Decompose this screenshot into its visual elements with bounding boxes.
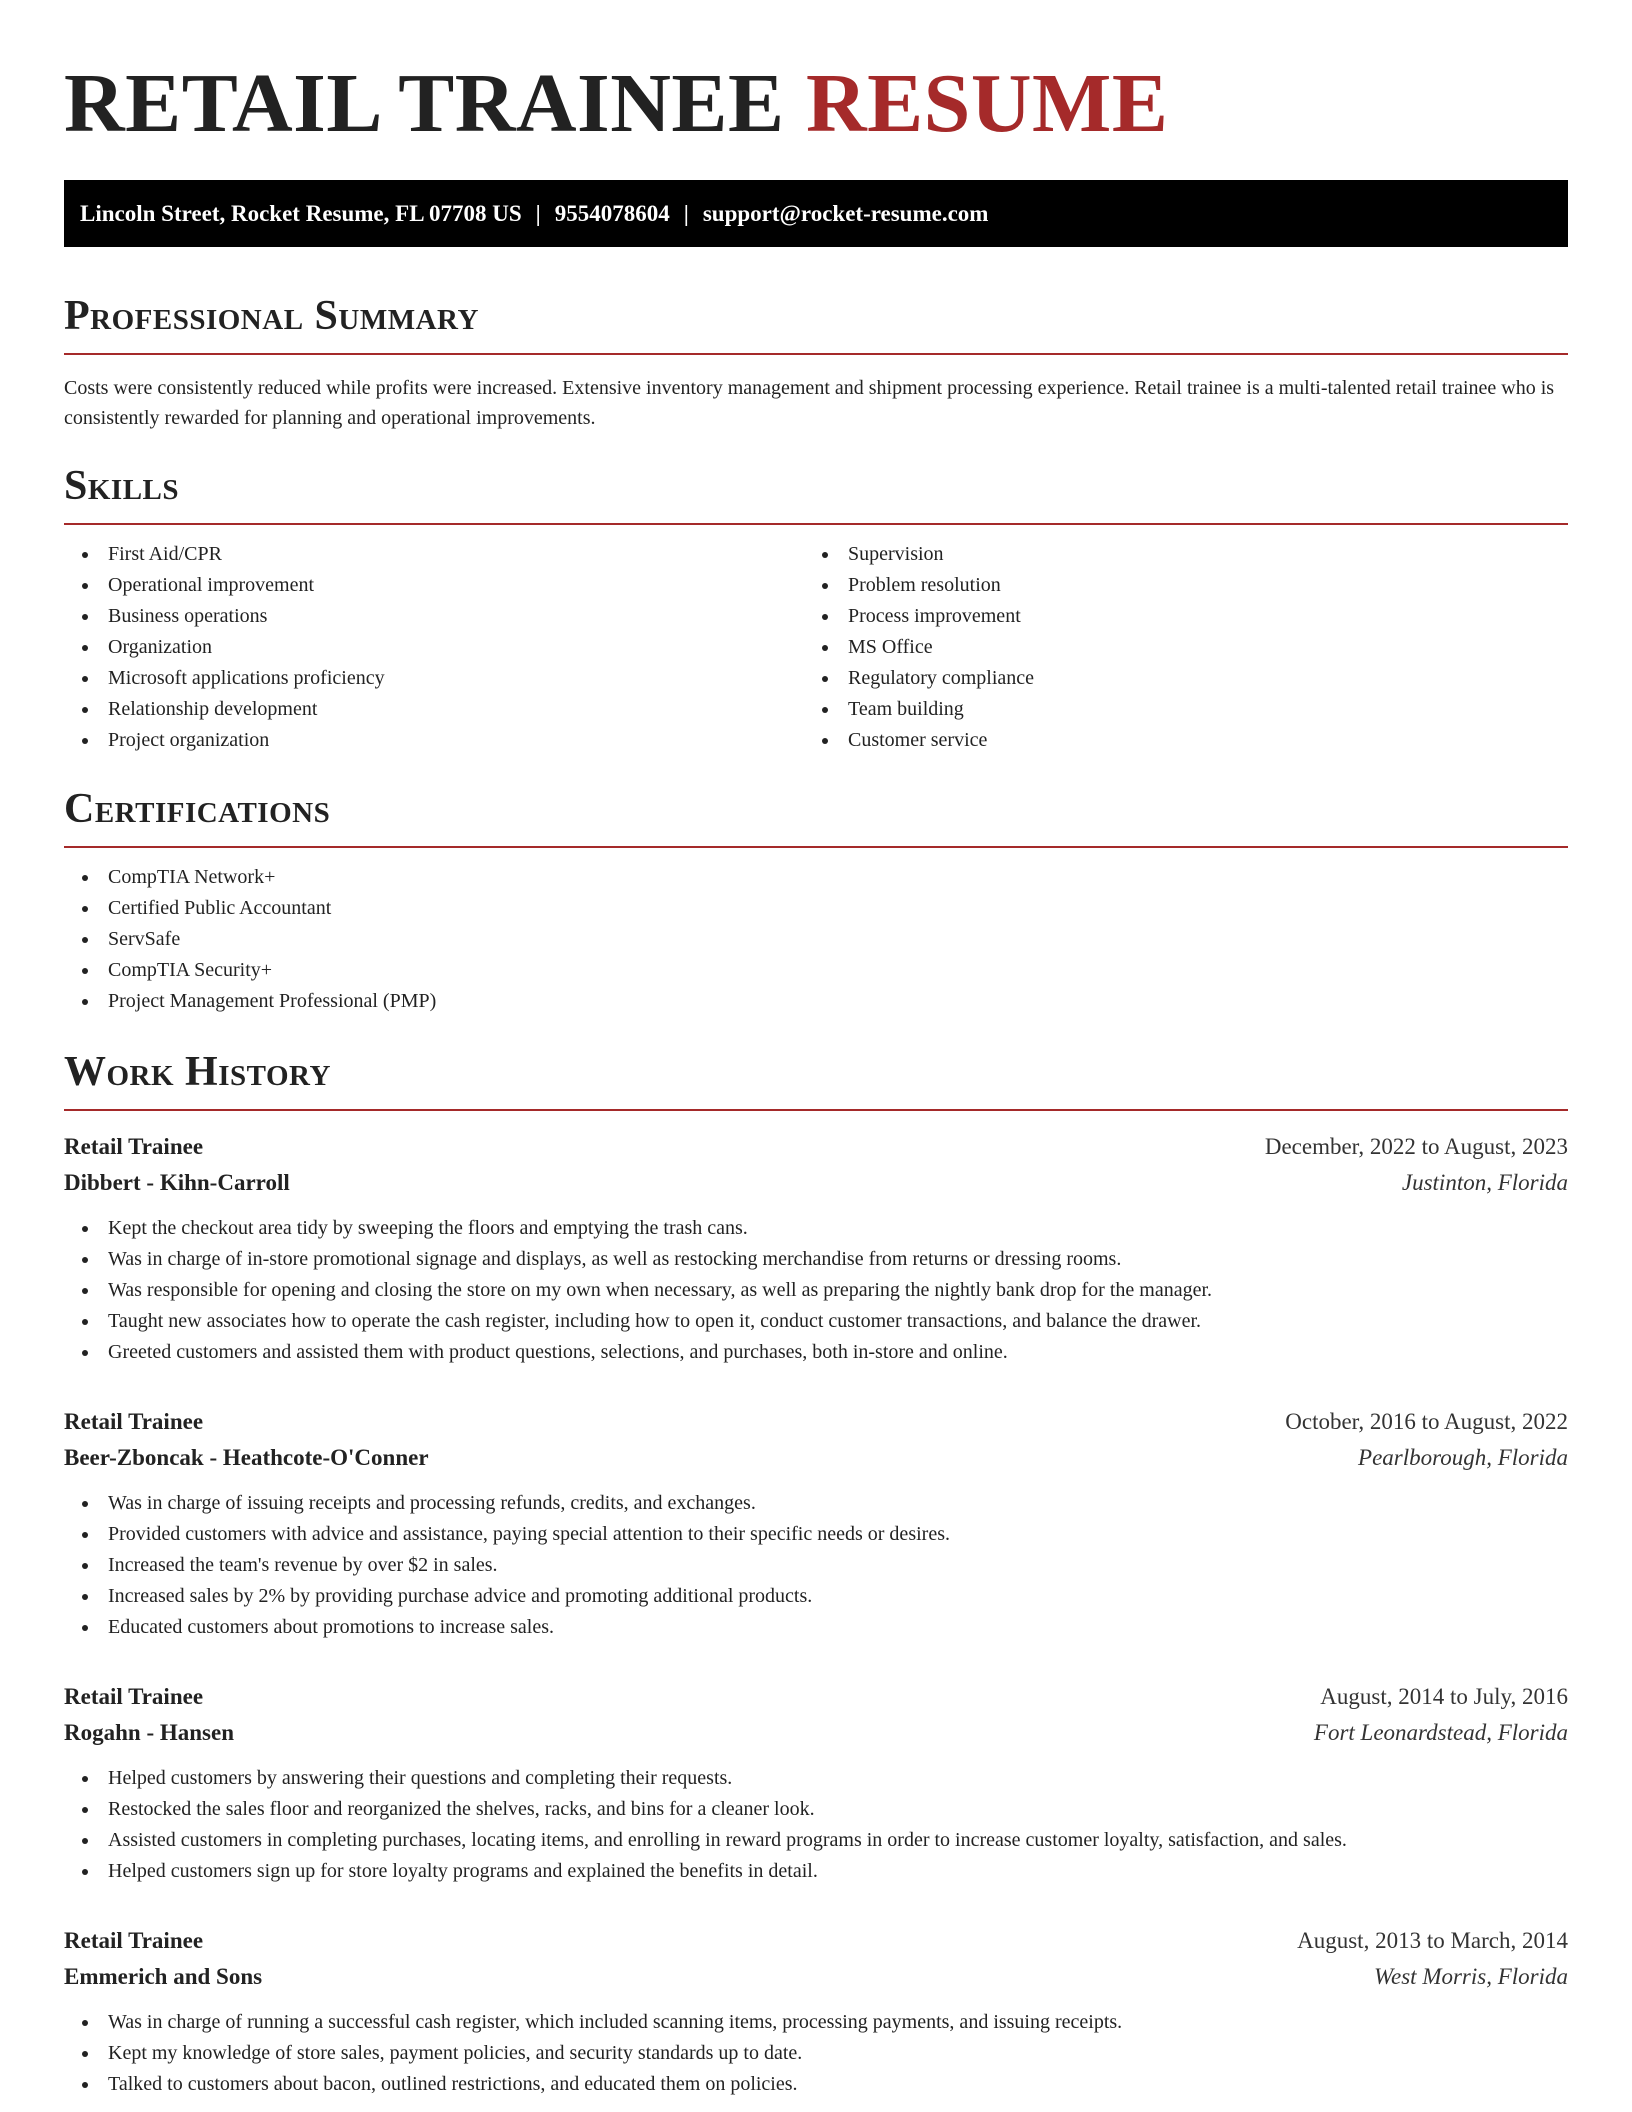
skill-item: Organization bbox=[108, 632, 804, 663]
summary-heading: Professional Summary bbox=[64, 291, 1568, 355]
job-duty-item: Helped customers by answering their questions and completing their requests. bbox=[108, 1763, 1568, 1794]
skill-item: Relationship development bbox=[108, 694, 804, 725]
contact-separator: | bbox=[535, 201, 541, 226]
certifications-list bbox=[64, 862, 1568, 1017]
job-company-row bbox=[64, 1165, 1568, 1201]
job-duty-item: Increased the team's revenue by over $2 in sales. bbox=[108, 1550, 1568, 1581]
job-location: Justinton, Florida bbox=[1401, 1170, 1568, 1195]
job-duty-item: Was in charge of issuing receipts and processing refunds, credits, and exchanges. bbox=[108, 1488, 1568, 1519]
job-entry bbox=[64, 1129, 1568, 1368]
skill-item: Process improvement bbox=[848, 601, 1544, 632]
title-main: RETAIL TRAINEE bbox=[64, 57, 785, 150]
job-company: Beer-Zboncak - Heathcote-O'Conner bbox=[64, 1445, 429, 1470]
job-dates: December, 2022 to August, 2023 bbox=[1264, 1134, 1568, 1159]
skill-item: Team building bbox=[848, 694, 1544, 725]
job-duty-item: Kept the checkout area tidy by sweeping the floors and emptying the trash cans. bbox=[108, 1213, 1568, 1244]
job-header-row bbox=[64, 1404, 1568, 1440]
job-header-row bbox=[64, 1679, 1568, 1715]
skill-item: Supervision bbox=[848, 539, 1544, 570]
certification-item: ServSafe bbox=[108, 924, 1568, 955]
job-duties-list bbox=[64, 1763, 1568, 1887]
job-dates: October, 2016 to August, 2022 bbox=[1285, 1409, 1568, 1434]
job-dates: August, 2014 to July, 2016 bbox=[1320, 1684, 1568, 1709]
contact-separator: | bbox=[683, 201, 689, 226]
title-accent: RESUME bbox=[805, 57, 1169, 150]
certification-item: CompTIA Security+ bbox=[108, 955, 1568, 986]
job-company-row bbox=[64, 1440, 1568, 1476]
certification-item: CompTIA Network+ bbox=[108, 862, 1568, 893]
job-duties-list bbox=[64, 1488, 1568, 1643]
contact-email: support@rocket-resume.com bbox=[702, 201, 989, 226]
job-duty-item: Increased sales by 2% by providing purchase advice and promoting additional products. bbox=[108, 1581, 1568, 1612]
job-duty-item: Provided customers with advice and assistance, paying special attention to their specific needs or desires. bbox=[108, 1519, 1568, 1550]
job-duty-item: Restocked the sales floor and reorganized the shelves, racks, and bins for a cleaner look. bbox=[108, 1794, 1568, 1825]
job-duty-item: Helped customers sign up for store loyalty programs and explained the benefits in detail. bbox=[108, 1856, 1568, 1887]
skill-item: Customer service bbox=[848, 725, 1544, 756]
job-company: Emmerich and Sons bbox=[64, 1964, 263, 1989]
job-title: Retail Trainee bbox=[64, 1684, 204, 1709]
skills-grid bbox=[64, 525, 1568, 756]
job-duty-item: Talked to customers about bacon, outlined restrictions, and educated them on policies. bbox=[108, 2069, 1568, 2100]
skills-list-right bbox=[804, 539, 1544, 756]
job-entry bbox=[64, 1404, 1568, 1643]
resume-title bbox=[64, 0, 1568, 152]
skill-item: Microsoft applications proficiency bbox=[108, 663, 804, 694]
job-duty-item: Greeted customers and assisted them with product questions, selections, and purchases, both in-store and online. bbox=[108, 1337, 1568, 1368]
summary-text: Costs were consistently reduced while profits were increased. Extensive inventory management and shipment processing experience. Retail trainee is a multi-talented retail trainee who is consistently rewarded for planning and operational improvements. bbox=[64, 377, 1555, 429]
skill-item: Project organization bbox=[108, 725, 804, 756]
skill-item: MS Office bbox=[848, 632, 1544, 663]
job-duty-item: Assisted customers in completing purchases, locating items, and enrolling in reward programs in order to increase customer loyalty, satisfaction, and sales. bbox=[108, 1825, 1568, 1856]
job-location: Pearlborough, Florida bbox=[1358, 1445, 1568, 1470]
job-dates: August, 2013 to March, 2014 bbox=[1297, 1928, 1568, 1953]
job-duties-list bbox=[64, 1213, 1568, 1368]
job-duties-list bbox=[64, 2007, 1568, 2100]
skills-list-left bbox=[64, 539, 804, 756]
job-title: Retail Trainee bbox=[64, 1928, 204, 1953]
job-duty-item: Was in charge of in-store promotional signage and displays, as well as restocking merchandise from returns or dressing rooms. bbox=[108, 1244, 1568, 1275]
job-title: Retail Trainee bbox=[64, 1409, 204, 1434]
contact-bar bbox=[64, 180, 1568, 247]
skill-item: Problem resolution bbox=[848, 570, 1544, 601]
job-header-row bbox=[64, 1129, 1568, 1165]
skills-heading: Skills bbox=[64, 461, 1568, 525]
job-header-row bbox=[64, 1923, 1568, 1959]
certifications-heading: Certifications bbox=[64, 784, 1568, 848]
job-duty-item: Taught new associates how to operate the cash register, including how to open it, conduct customer transactions, and balance the drawer. bbox=[108, 1306, 1568, 1337]
job-location: Fort Leonardstead, Florida bbox=[1313, 1720, 1568, 1745]
job-duty-item: Was in charge of running a successful cash register, which included scanning items, processing payments, and issuing receipts. bbox=[108, 2007, 1568, 2038]
job-duty-item: Educated customers about promotions to increase sales. bbox=[108, 1612, 1568, 1643]
job-company: Dibbert - Kihn-Carroll bbox=[64, 1170, 290, 1195]
contact-phone: 9554078604 bbox=[554, 201, 670, 226]
job-company: Rogahn - Hansen bbox=[64, 1720, 234, 1745]
job-entry bbox=[64, 1679, 1568, 1887]
skill-item: Operational improvement bbox=[108, 570, 804, 601]
job-company-row bbox=[64, 1959, 1568, 1995]
skill-item: Business operations bbox=[108, 601, 804, 632]
resume-page bbox=[64, 0, 1568, 2100]
work-history-heading: Work History bbox=[64, 1047, 1568, 1111]
job-duty-item: Kept my knowledge of store sales, payment policies, and security standards up to date. bbox=[108, 2038, 1568, 2069]
certification-item: Project Management Professional (PMP) bbox=[108, 986, 1568, 1017]
skill-item: Regulatory compliance bbox=[848, 663, 1544, 694]
job-company-row bbox=[64, 1715, 1568, 1751]
job-title: Retail Trainee bbox=[64, 1134, 204, 1159]
skill-item: First Aid/CPR bbox=[108, 539, 804, 570]
certification-item: Certified Public Accountant bbox=[108, 893, 1568, 924]
job-location: West Morris, Florida bbox=[1373, 1964, 1568, 1989]
contact-address: Lincoln Street, Rocket Resume, FL 07708 US bbox=[80, 201, 522, 226]
job-duty-item: Was responsible for opening and closing the store on my own when necessary, as well as preparing the nightly bank drop for the manager. bbox=[108, 1275, 1568, 1306]
job-entry bbox=[64, 1923, 1568, 2100]
